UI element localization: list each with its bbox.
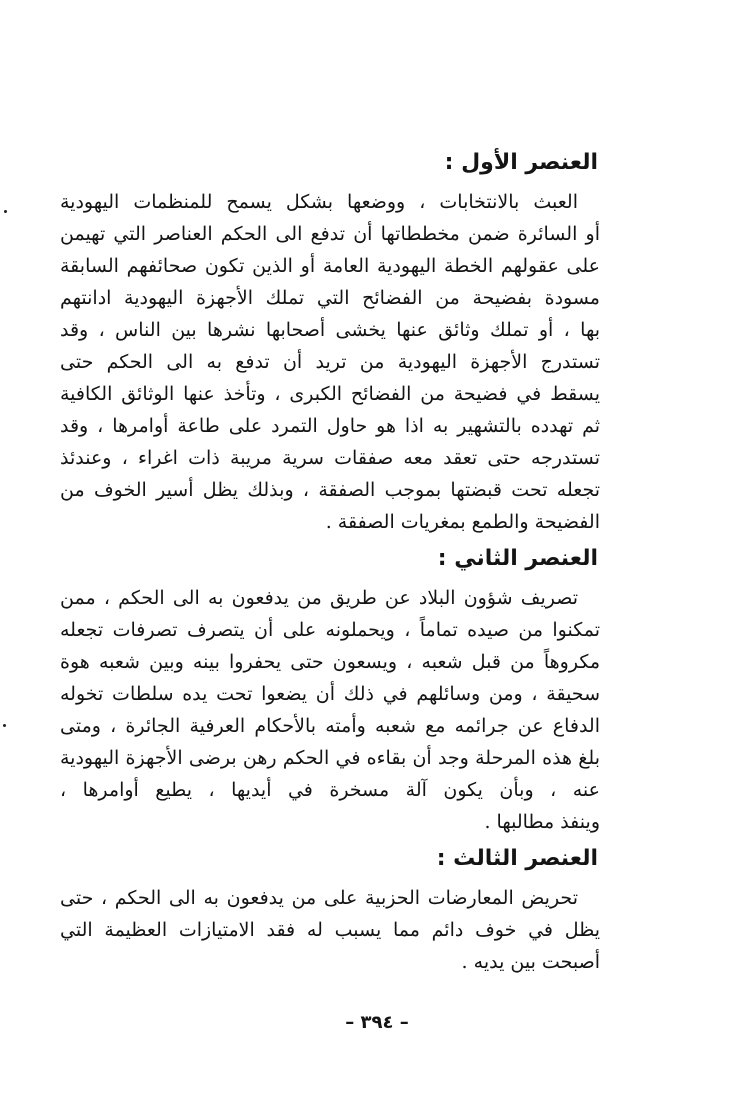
section-heading: العنصر الثاني : <box>437 546 598 571</box>
section-second-element <box>60 544 600 838</box>
page-body <box>60 148 600 984</box>
text-line: الفضيحة والطمع بمغريات الصفقة . <box>325 511 600 533</box>
section-third-element <box>60 844 600 978</box>
section-first-element <box>60 148 600 538</box>
section-paragraph <box>60 186 600 538</box>
text-line: العبث بالانتخابات ، ووضعها بشكل يسمح للمنظمات اليهودية <box>60 191 578 213</box>
text-line: بها ، أو تملك وثائق عنها يخشى أصحابها نشرها بين الناس ، وقد <box>60 319 600 341</box>
text-line: تحريض المعارضات الحزبية على من يدفعون به الى الحكم ، حتى <box>60 887 578 909</box>
text-line: مكروهاً من قبل شعبه ، ويسعون حتى يحفروا بينه وبين شعبه هوة <box>60 651 600 673</box>
text-line: تصريف شؤون البلاد عن طريق من يدفعون به الى الحكم ، ممن <box>60 587 578 609</box>
section-heading: العنصر الثالث : <box>436 846 598 871</box>
section-paragraph <box>60 882 600 978</box>
text-line: تستدرجه حتى تعقد معه صفقات سرية مريبة ذات اغراء ، وعندئذ <box>60 447 600 469</box>
text-line: تمكنوا من صيده تماماً ، ويحملونه على أن يتصرف تصرفات تجعله <box>60 619 600 641</box>
text-line: تستدرج الأجهزة اليهودية من تريد أن تدفع به الى الحكم حتى <box>60 351 600 373</box>
text-line: يسقط في فضيحة من الفضائح الكبرى ، وتأخذ عنها الوثائق الكافية <box>60 383 600 405</box>
margin-dot <box>3 724 6 727</box>
text-line: يظل في خوف دائم مما يسبب له فقد الامتيازات العظيمة التي <box>60 919 600 941</box>
text-line: عنه ، وبأن يكون آلة مسخرة في أيديها ، يطيع أوامرها ، <box>60 779 600 801</box>
text-line: بلغ هذه المرحلة وجد أن بقاءه في الحكم رهن برضى الأجهزة اليهودية <box>60 747 600 769</box>
text-line: وينفذ مطالبها . <box>484 811 600 833</box>
text-line: سحيقة ، ومن وسائلهم في ذلك أن يضعوا تحت يده سلطات تخوله <box>60 683 600 705</box>
margin-dot <box>4 210 7 213</box>
section-heading: العنصر الأول : <box>444 150 598 175</box>
text-line: تجعله تحت قبضتها بموجب الصفقة ، وبذلك يظل أسير الخوف من <box>60 479 600 501</box>
text-line: أصبحت بين يديه . <box>461 951 600 973</box>
text-line: ثم تهدده بالتشهير به اذا هو حاول التمرد على طاعة أوامرها ، وقد <box>60 415 600 437</box>
text-line: الدفاع عن جرائمه مع شعبه وأمته بالأحكام العرفية الجائرة ، ومتى <box>60 715 600 737</box>
section-paragraph <box>60 582 600 838</box>
text-line: أو السائرة ضمن مخططاتها أن تدفع الى الحكم العناصر التي تهيمن <box>60 223 600 245</box>
text-line: على عقولهم الخطة اليهودية العامة أو الذين تكون صحائفهم السابقة <box>60 255 600 277</box>
text-line: مسودة بفضيحة من الفضائح التي تملك الأجهزة اليهودية ادانتهم <box>60 287 600 309</box>
page-number: – ٣٩٤ – <box>345 1012 409 1033</box>
